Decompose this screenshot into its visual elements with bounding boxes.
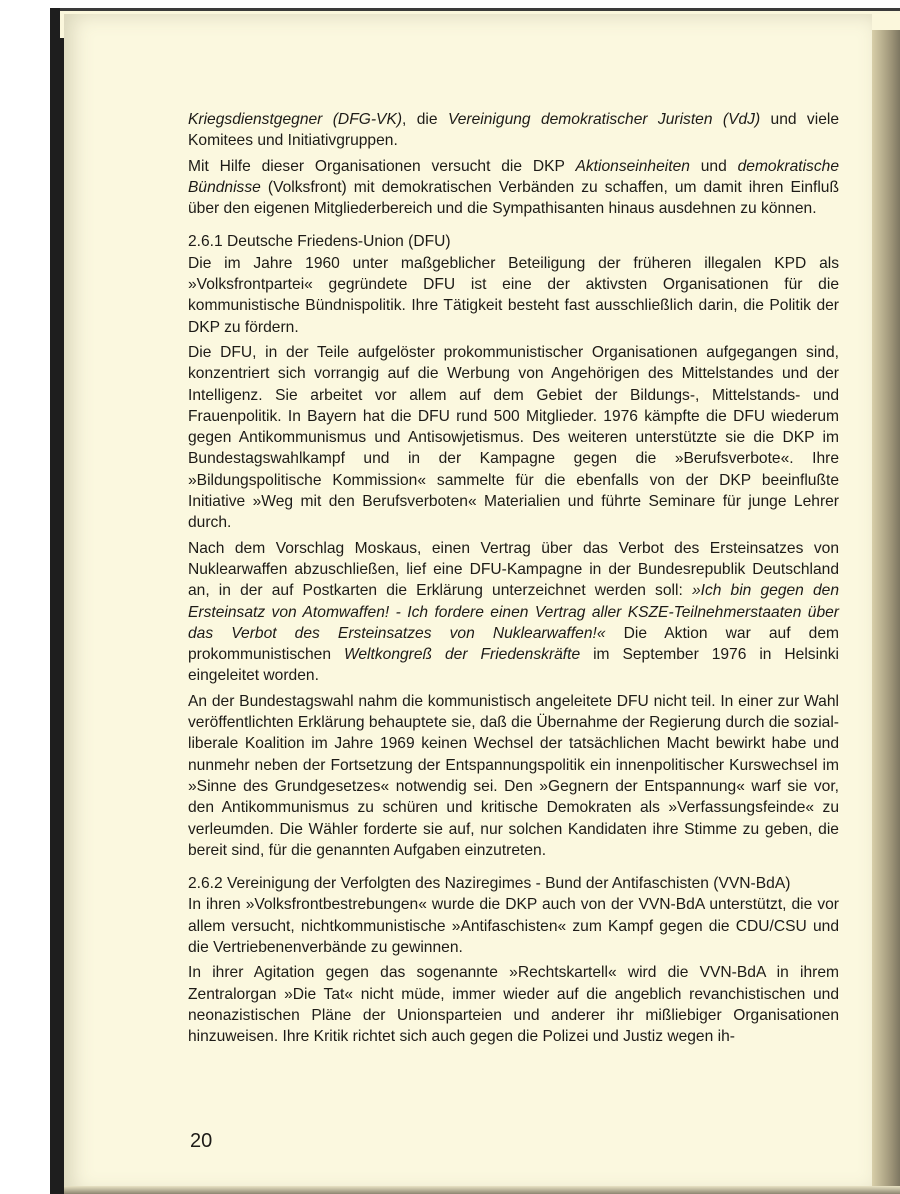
vvn-paragraph-2: In ihrer Agitation gegen das sogenannte »Rechtskartell« wird die VVN-BdA in ihrem Zentralorgan »Die Tat« nicht müde, immer wieder auf die angeblich revanchistischen und neonazistischen Pläne der Unionsparteien und anderer ihr mißliebiger Organisationen hinzuweisen. Ihre Kritik richtet sich auch gegen die Polizei und Justiz wegen ih-	[188, 964, 839, 1046]
italic-event-name: Weltkongreß der Friedenskräfte	[343, 646, 581, 664]
text-run: Die Aktion war auf dem prokommunistischen	[188, 624, 839, 664]
text-run: und	[689, 157, 738, 175]
italic-organisation-name: Vereinigung demokratischer Juristen (VdJ)	[447, 111, 761, 128]
text-run: , die	[402, 111, 448, 128]
dfu-paragraph-4: An der Bundestagswahl nahm die kommunistisch angeleitete DFU nicht teil. In einer zur Wahl veröffentlichten Erklärung behauptete sie, daß die Übernahme der Regierung durch die sozial-liberale Koalition im Jahre 1969 keinen Wechsel der tatsächlichen Macht bewirkt habe und nunmehr neben der Fortsetzung der Entspannungspolitik ein innenpolitischer Kurswechsel im »Sinne des Grundgesetzes« notwendig sei. Den »Gegnern der Entspannung« warf sie vor, den Antikommunismus zu schüren und kritische Demokraten als »Verfassungsfeinde« zu verleumden. Die Wähler forderte sie auf, nur solchen Kandidaten ihre Stimme zu geben, die bereit sind, für die genannten Aufgaben einzutreten.	[188, 692, 839, 859]
dfu-paragraph-2: Die DFU, in der Teile aufgelöster prokommunistischer Organisationen aufgegangen sind, konzentriert sich vorrangig auf die Werbung von Angehörigen des Mittelstandes und der Intelligenz. Sie arbeitet vor allem auf dem Gebiet der Bildungs-, Mittelstands- und Frauenpolitik. In Bayern hat die DFU rund 500 Mitglieder. 1976 kämpfte die DFU wiederum gegen Antikommunismus und Antisowjetismus. Des weiteren unterstützte sie die DKP im Bundestagswahlkampf und in der Kampagne gegen die »Berufsverbote«. Ihre »Bildungspolitische Kommission« sammelte für die ebenfalls von der DKP beeinflußte Initiative »Weg mit den Berufsverboten« Materialien und führte Seminare für junge Lehrer durch.	[188, 343, 839, 532]
book-spine-shadow	[50, 8, 64, 1194]
page-number: 20	[190, 1130, 213, 1152]
intro-paragraph	[188, 109, 839, 152]
section-heading-vvn: 2.6.2 Vereinigung der Verfolgten des Naziregimes - Bund der Antifaschisten (VVN-BdA)	[188, 875, 791, 893]
right-page-edge	[872, 30, 900, 1194]
vvn-paragraph-1: In ihren »Volksfrontbestrebungen« wurde die DKP auch von der VVN-BdA unterstützt, die vor allem versucht, nichtkommunistische »Antifaschisten« zum Kampf gegen die CDU/CSU und die Vertriebenenverbände zu gewinnen.	[188, 896, 839, 956]
text-run: und viele Komitees und Initiativgruppen.	[188, 111, 840, 150]
body-text	[188, 109, 839, 1051]
text-run: im September 1976 in Helsinki eingeleitet worden.	[188, 646, 839, 685]
italic-quote: »Ich bin gegen den Ersteinsatz von Atomwaffen! - Ich fordere einen Vertrag aller KSZE-Teilnehmerstaaten über das Verbot des Ersteinsatzes von Nuklearwaffen!«	[188, 582, 839, 642]
section-heading-dfu: 2.6.1 Deutsche Friedens-Union (DFU)	[188, 233, 451, 251]
italic-term: Aktionseinheiten	[575, 157, 690, 175]
italic-organisation-name: Kriegsdienstgegner (DFG-VK)	[188, 111, 403, 128]
text-run: Nach dem Vorschlag Moskaus, einen Vertrag über das Verbot des Ersteinsatzes von Nuklearwaffen abzuschließen, lief eine DFU-Kampagne in der Bundesrepublik Deutschland an, in der auf Postkarten die Erklärung unterzeichnet werden soll:	[188, 539, 839, 600]
italic-term: demokratische Bündnisse	[188, 157, 839, 196]
text-run: (Volksfront) mit demokratischen Verbänden zu schaffen, um damit ihren Einfluß über den eigenen Mitgliederbereich und die Sympathisanten hinaus ausdehnen zu können.	[188, 178, 839, 218]
text-run: Mit Hilfe dieser Organisationen versucht die DKP	[188, 157, 576, 175]
dfu-paragraph-3	[188, 538, 839, 687]
bottom-page-edge	[64, 1186, 900, 1194]
volksfront-paragraph	[188, 156, 839, 220]
dfu-paragraph-1: Die im Jahre 1960 unter maßgeblicher Beteiligung der früheren illegalen KPD als »Volksfrontpartei« gegründete DFU ist eine der aktivsten Organisationen für die kommunistische Bündnispolitik. Ihre Tätigkeit besteht fast ausschließlich darin, die Politik der DKP zu fördern.	[188, 254, 839, 336]
